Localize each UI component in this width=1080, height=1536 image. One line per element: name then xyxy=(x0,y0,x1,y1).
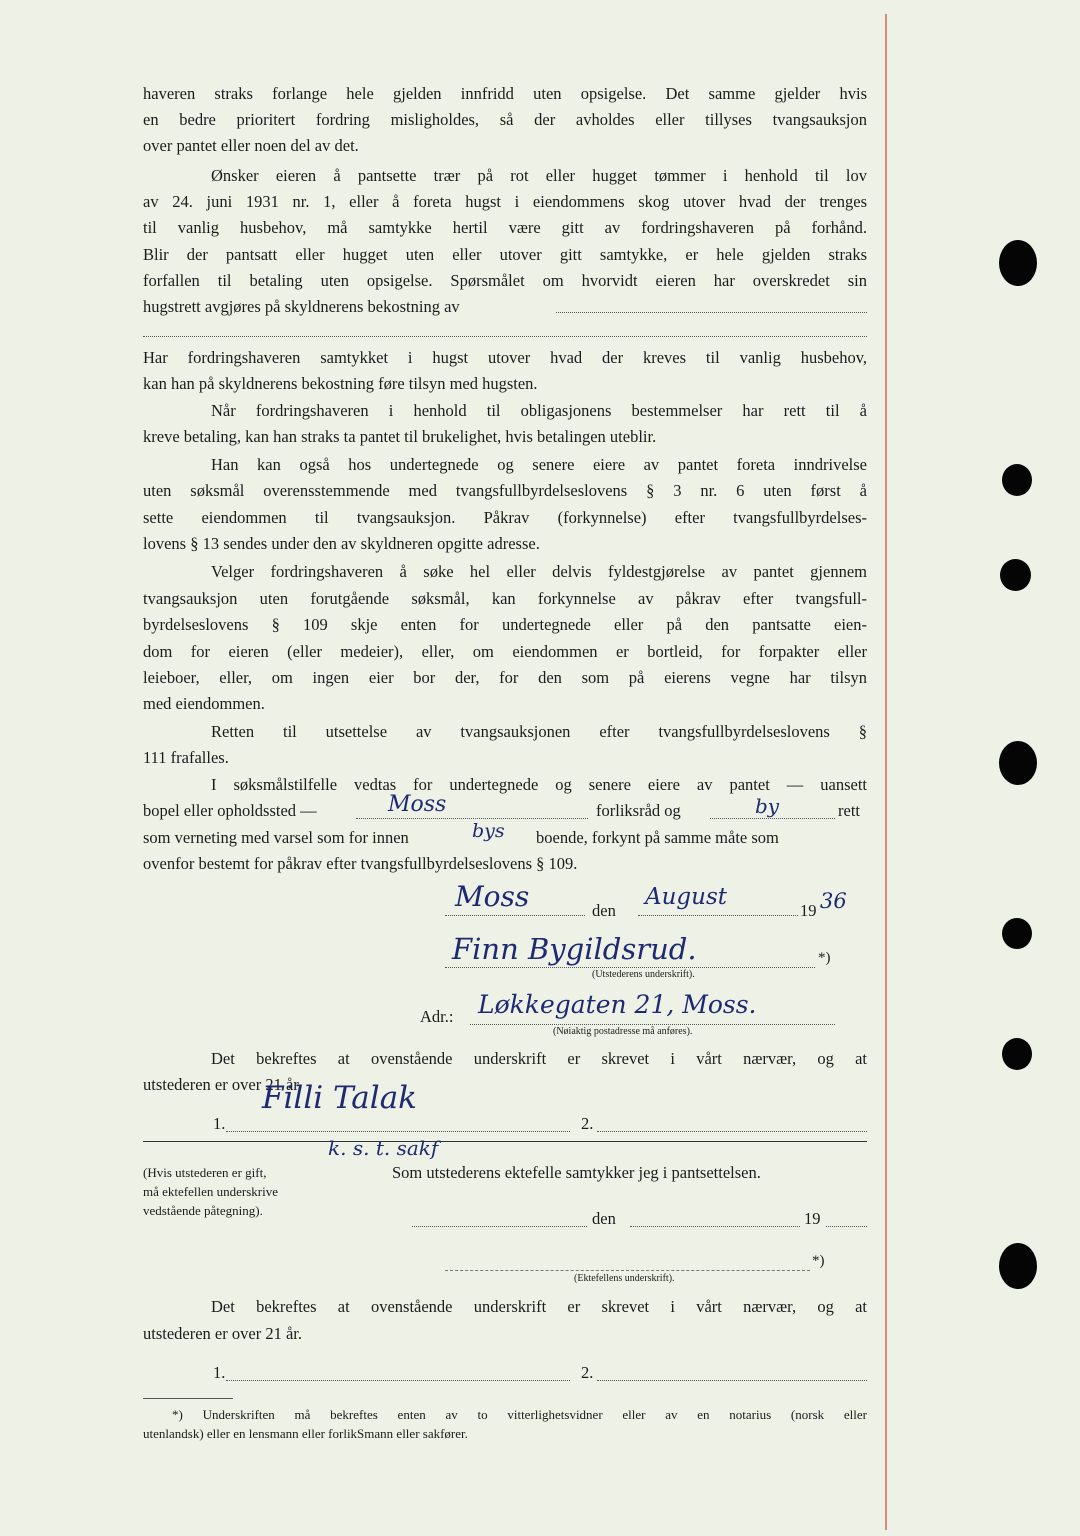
text-line: haveren straks forlange hele gjelden innfridd uten opsigelse. Det samme gjelder hvis xyxy=(143,84,867,103)
text-line: forfallen til betaling uten opsigelse. Spørsmålet om hvorvidt eieren har overskredet sin xyxy=(143,271,867,290)
witness-number: 2. xyxy=(581,1114,594,1133)
text-line: lovens § 13 sendes under den av skyldneren opgitte adresse. xyxy=(143,534,540,553)
spouse-den-label: den xyxy=(592,1209,616,1228)
text-line: kreve betaling, kan han straks ta pantet til brukelighet, hvis betalingen uteblir. xyxy=(143,427,657,446)
signature-line xyxy=(445,967,815,968)
text-line: I søksmålstilfelle vedtas for undertegnede og senere eiere av pantet — uansett xyxy=(211,775,867,794)
fill-line xyxy=(412,1226,587,1227)
fill-line xyxy=(143,336,867,337)
spouse-note: (Hvis utstederen er gift, xyxy=(143,1165,267,1180)
text-line: av 24. juni 1931 nr. 1, eller å foreta hugst i eiendommens skog utover hvad der trenges xyxy=(143,192,867,211)
footnote-star: *) xyxy=(818,950,831,966)
text-line: til vanlig husbehov, må samtykke hertil være gitt av fordringshaveren på forhånd. xyxy=(143,218,867,237)
address-caption: (Nøiaktig postadresse må anføres). xyxy=(553,1026,693,1037)
footnote-star: *) xyxy=(812,1253,825,1269)
text-segment: boende, forkynt på samme måte som xyxy=(536,828,779,847)
binder-hole xyxy=(1000,559,1031,591)
binder-hole xyxy=(999,741,1037,785)
handwritten-signature: Finn Bygildsrud. xyxy=(452,932,697,966)
fill-line xyxy=(445,915,585,916)
witness-number: 1. xyxy=(213,1363,226,1382)
fill-line xyxy=(556,312,867,313)
text-line: hugstrett avgjøres på skyldnerens bekostning av xyxy=(143,297,460,316)
margin-rule xyxy=(885,14,887,1530)
text-line: utstederen er over 21 år. xyxy=(143,1075,302,1094)
handwritten-address: Løkkegaten 21, Moss. xyxy=(478,990,757,1019)
witness-number: 1. xyxy=(213,1114,226,1133)
text-line: Når fordringshaveren i henhold til obligasjonens bestemmelser har rett til å xyxy=(211,401,867,420)
text-line: Det bekreftes at ovenstående underskrift er skrevet i vårt nærvær, og at xyxy=(211,1049,867,1068)
spouse-signature-line xyxy=(445,1270,810,1271)
fill-line xyxy=(826,1226,867,1227)
footnote-text: utenlandsk) eller en lensmann eller forlikSmann eller sakfører. xyxy=(143,1426,468,1441)
text-line: byrdelseslovens § 109 skje enten for undertegnede eller på den pantsatte eien- xyxy=(143,615,867,634)
footnote-rule xyxy=(143,1398,233,1399)
fill-line xyxy=(630,1226,800,1227)
address-label: Adr.: xyxy=(420,1007,454,1026)
text-line: leieboer, eller, om ingen eier bor der, for den som på eierens vegne har tilsyn xyxy=(143,668,867,687)
text-line: Blir der pantsatt eller hugget uten eller utover gitt samtykke, er hele gjelden straks xyxy=(143,245,867,264)
handwritten-witness-title: k. s. t. sakf xyxy=(328,1136,439,1160)
binder-hole xyxy=(999,240,1037,286)
binder-hole xyxy=(1002,1038,1032,1070)
signature-caption: (Utstederens underskrift). xyxy=(592,969,695,980)
text-segment: som verneting med varsel som for innen xyxy=(143,828,409,847)
fill-line xyxy=(356,818,588,819)
text-line: sette eiendommen til tvangsauksjon. Påkrav (forkynnelse) efter tvangsfullbyrdelses- xyxy=(143,508,867,527)
text-line: kan han på skyldnerens bekostning føre tilsyn med hugsten. xyxy=(143,374,538,393)
witness-line xyxy=(597,1380,867,1381)
text-line: dom for eieren (eller medeier), eller, om eiendommen er bortleid, for forpakter eller xyxy=(143,642,867,661)
spouse-year-prefix: 19 xyxy=(804,1209,821,1228)
witness-line xyxy=(226,1380,570,1381)
handwritten-innen: bys xyxy=(472,820,505,842)
spouse-caption: (Ektefellens underskrift). xyxy=(574,1273,675,1284)
witness-number: 2. xyxy=(581,1363,594,1382)
handwritten-year: 36 xyxy=(820,889,847,913)
witness-line xyxy=(226,1131,570,1132)
text-line: Velger fordringshaveren å søke hel eller delvis fyldestgjørelse av pantet gjennem xyxy=(211,562,867,581)
fill-line xyxy=(638,915,798,916)
handwritten-venue: Moss xyxy=(388,792,447,817)
text-line: 111 frafalles. xyxy=(143,748,229,767)
text-line: tvangsauksjon uten forutgående søksmål, kan forkynnelse av påkrav efter tvangsfull- xyxy=(143,589,867,608)
binder-hole xyxy=(999,1243,1037,1289)
text-line: Ønsker eieren å pantsette trær på rot eller hugget tømmer i henhold til lov xyxy=(211,166,867,185)
text-line: ovenfor bestemt for påkrav efter tvangsfullbyrdelseslovens § 109. xyxy=(143,854,578,873)
text-segment: forliksråd og xyxy=(596,801,681,820)
text-line: med eiendommen. xyxy=(143,694,265,713)
text-line: Han kan også hos undertegnede og senere eiere av pantet foreta inndrivelse xyxy=(211,455,867,474)
handwritten-month: August xyxy=(645,884,728,910)
fill-line xyxy=(710,818,835,819)
text-line: Det bekreftes at ovenstående underskrift er skrevet i vårt nærvær, og at xyxy=(211,1297,867,1316)
address-line xyxy=(470,1024,835,1025)
handwritten-court: by xyxy=(755,794,780,818)
text-line: Retten til utsettelse av tvangsauksjonen efter tvangsfullbyrdelseslovens § xyxy=(211,722,867,741)
text-segment: rett xyxy=(838,801,860,820)
footnote-text: *) Underskriften må bekreftes enten av to vitterlighetsvidner eller av en notarius (norsk eller xyxy=(172,1407,867,1422)
text-segment: bopel eller opholdssted — xyxy=(143,801,317,820)
year-prefix: 19 xyxy=(800,901,817,920)
text-line: over pantet eller noen del av det. xyxy=(143,136,359,155)
spouse-note: må ektefellen underskrive xyxy=(143,1184,278,1199)
binder-hole xyxy=(1002,464,1032,496)
text-line: en bedre prioritert fordring misligholdes, så der avholdes eller tillyses tvangsauksjon xyxy=(143,110,867,129)
spouse-consent: Som utstederens ektefelle samtykker jeg i pantsettelsen. xyxy=(392,1163,761,1182)
witness-line xyxy=(597,1131,867,1132)
spouse-note: vedstående påtegning). xyxy=(143,1203,263,1218)
text-line: utstederen er over 21 år. xyxy=(143,1324,302,1343)
binder-hole xyxy=(1002,918,1032,949)
text-line: uten søksmål overensstemmende med tvangsfullbyrdelseslovens § 3 nr. 6 uten først å xyxy=(143,481,867,500)
section-rule xyxy=(143,1141,867,1142)
date-den-label: den xyxy=(592,901,616,920)
text-line: Har fordringshaveren samtykket i hugst utover hvad der kreves til vanlig husbehov, xyxy=(143,348,867,367)
handwritten-place: Moss xyxy=(455,880,530,913)
handwritten-witness: Filli Talak xyxy=(262,1080,417,1116)
